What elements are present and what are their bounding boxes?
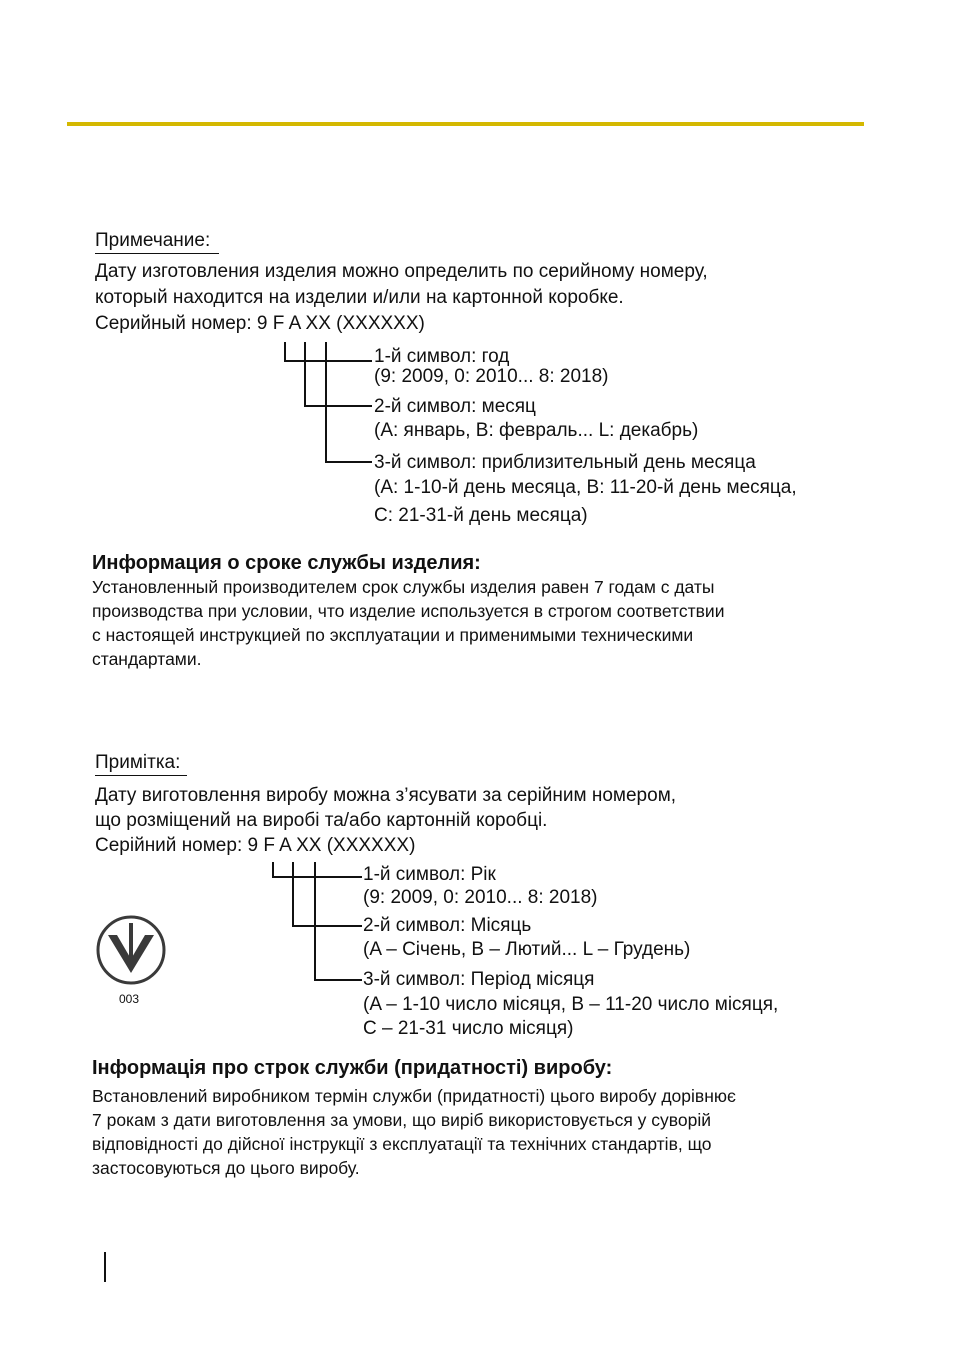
header-accent-rule xyxy=(67,122,864,126)
ru-symbol-3-detail-1: (A: 1-10-й день месяца, B: 11-20-й день месяца, xyxy=(374,477,797,498)
ua-symbol-3-detail-1: (A – 1-10 число місяця, B – 11-20 число місяця, xyxy=(363,994,779,1015)
ua-note-underline xyxy=(95,775,187,776)
ua-note-label: Примітка: xyxy=(95,752,181,773)
ua-service-paragraph-line-4: застосовуються до цього виробу. xyxy=(92,1158,360,1178)
ru-note-label: Примечание: xyxy=(95,230,211,251)
ru-service-paragraph-line-4: стандартами. xyxy=(92,649,202,669)
ua-intro-line-1: Дату виготовлення виробу можна з’ясувати за серійним номером, xyxy=(95,785,677,806)
ua-service-paragraph-line-1: Встановлений виробником термін служби (придатності) цього виробу дорівнює xyxy=(92,1086,736,1106)
conformity-mark-number: 003 xyxy=(119,992,140,1006)
ru-service-paragraph-line-1: Установленный производителем срок службы изделия равен 7 годам с даты xyxy=(92,577,715,597)
ru-note-underline xyxy=(95,253,219,254)
ru-symbol-3-title: 3-й символ: приблизительный день месяца xyxy=(374,452,756,473)
ua-symbol-1-detail: (9: 2009, 0: 2010... 8: 2018) xyxy=(363,887,598,908)
ru-intro-line-2: который находится на изделии и/или на картонной коробке. xyxy=(95,287,624,308)
ru-symbol-3-detail-2: C: 21-31-й день месяца) xyxy=(374,505,588,526)
ru-service-heading: Информация о сроке службы изделия: xyxy=(92,552,481,574)
ua-symbol-3-detail-2: C – 21-31 число місяця) xyxy=(363,1018,574,1039)
ua-symbol-2-title: 2-й символ: Місяць xyxy=(363,915,532,936)
page-margin-marker xyxy=(104,1252,106,1282)
ru-serial-line: Серийный номер: 9 F A XX (XXXXXX) xyxy=(95,313,425,334)
ru-intro-line-1: Дату изготовления изделия можно определить по серийному номеру, xyxy=(95,261,708,282)
ua-service-heading: Інформація про строк служби (придатності) виробу: xyxy=(92,1057,613,1079)
ukrainian-conformity-mark-icon xyxy=(94,915,170,987)
ru-service-paragraph-line-2: производства при условии, что изделие используется в строгом соответствии xyxy=(92,601,725,621)
ua-symbol-1-title: 1-й символ: Рік xyxy=(363,864,496,885)
ua-service-paragraph-line-2: 7 рокам з дати виготовлення за умови, що виріб використовується у суворій xyxy=(92,1110,712,1130)
ua-service-paragraph-line-3: відповідності до дійсної інструкції з експлуатації та технічних стандартів, що xyxy=(92,1134,712,1154)
ru-symbol-1-detail: (9: 2009, 0: 2010... 8: 2018) xyxy=(374,366,609,387)
ua-serial-line: Серійний номер: 9 F A XX (XXXXXX) xyxy=(95,835,416,856)
ua-conformity-mark xyxy=(94,915,170,1011)
ua-intro-line-2: що розміщений на виробі та/або картонній коробці. xyxy=(95,810,548,831)
ua-symbol-3-title: 3-й символ: Період місяця xyxy=(363,969,595,990)
ua-symbol-2-detail: (A – Січень, B – Лютий... L – Грудень) xyxy=(363,939,691,960)
ru-symbol-2-title: 2-й символ: месяц xyxy=(374,396,536,417)
ru-symbol-2-detail: (A: январь, B: февраль... L: декабрь) xyxy=(374,420,699,441)
ru-service-paragraph-line-3: с настоящей инструкцией по эксплуатации и применимыми техническими xyxy=(92,625,694,645)
ru-symbol-1-title: 1-й символ: год xyxy=(374,346,510,367)
